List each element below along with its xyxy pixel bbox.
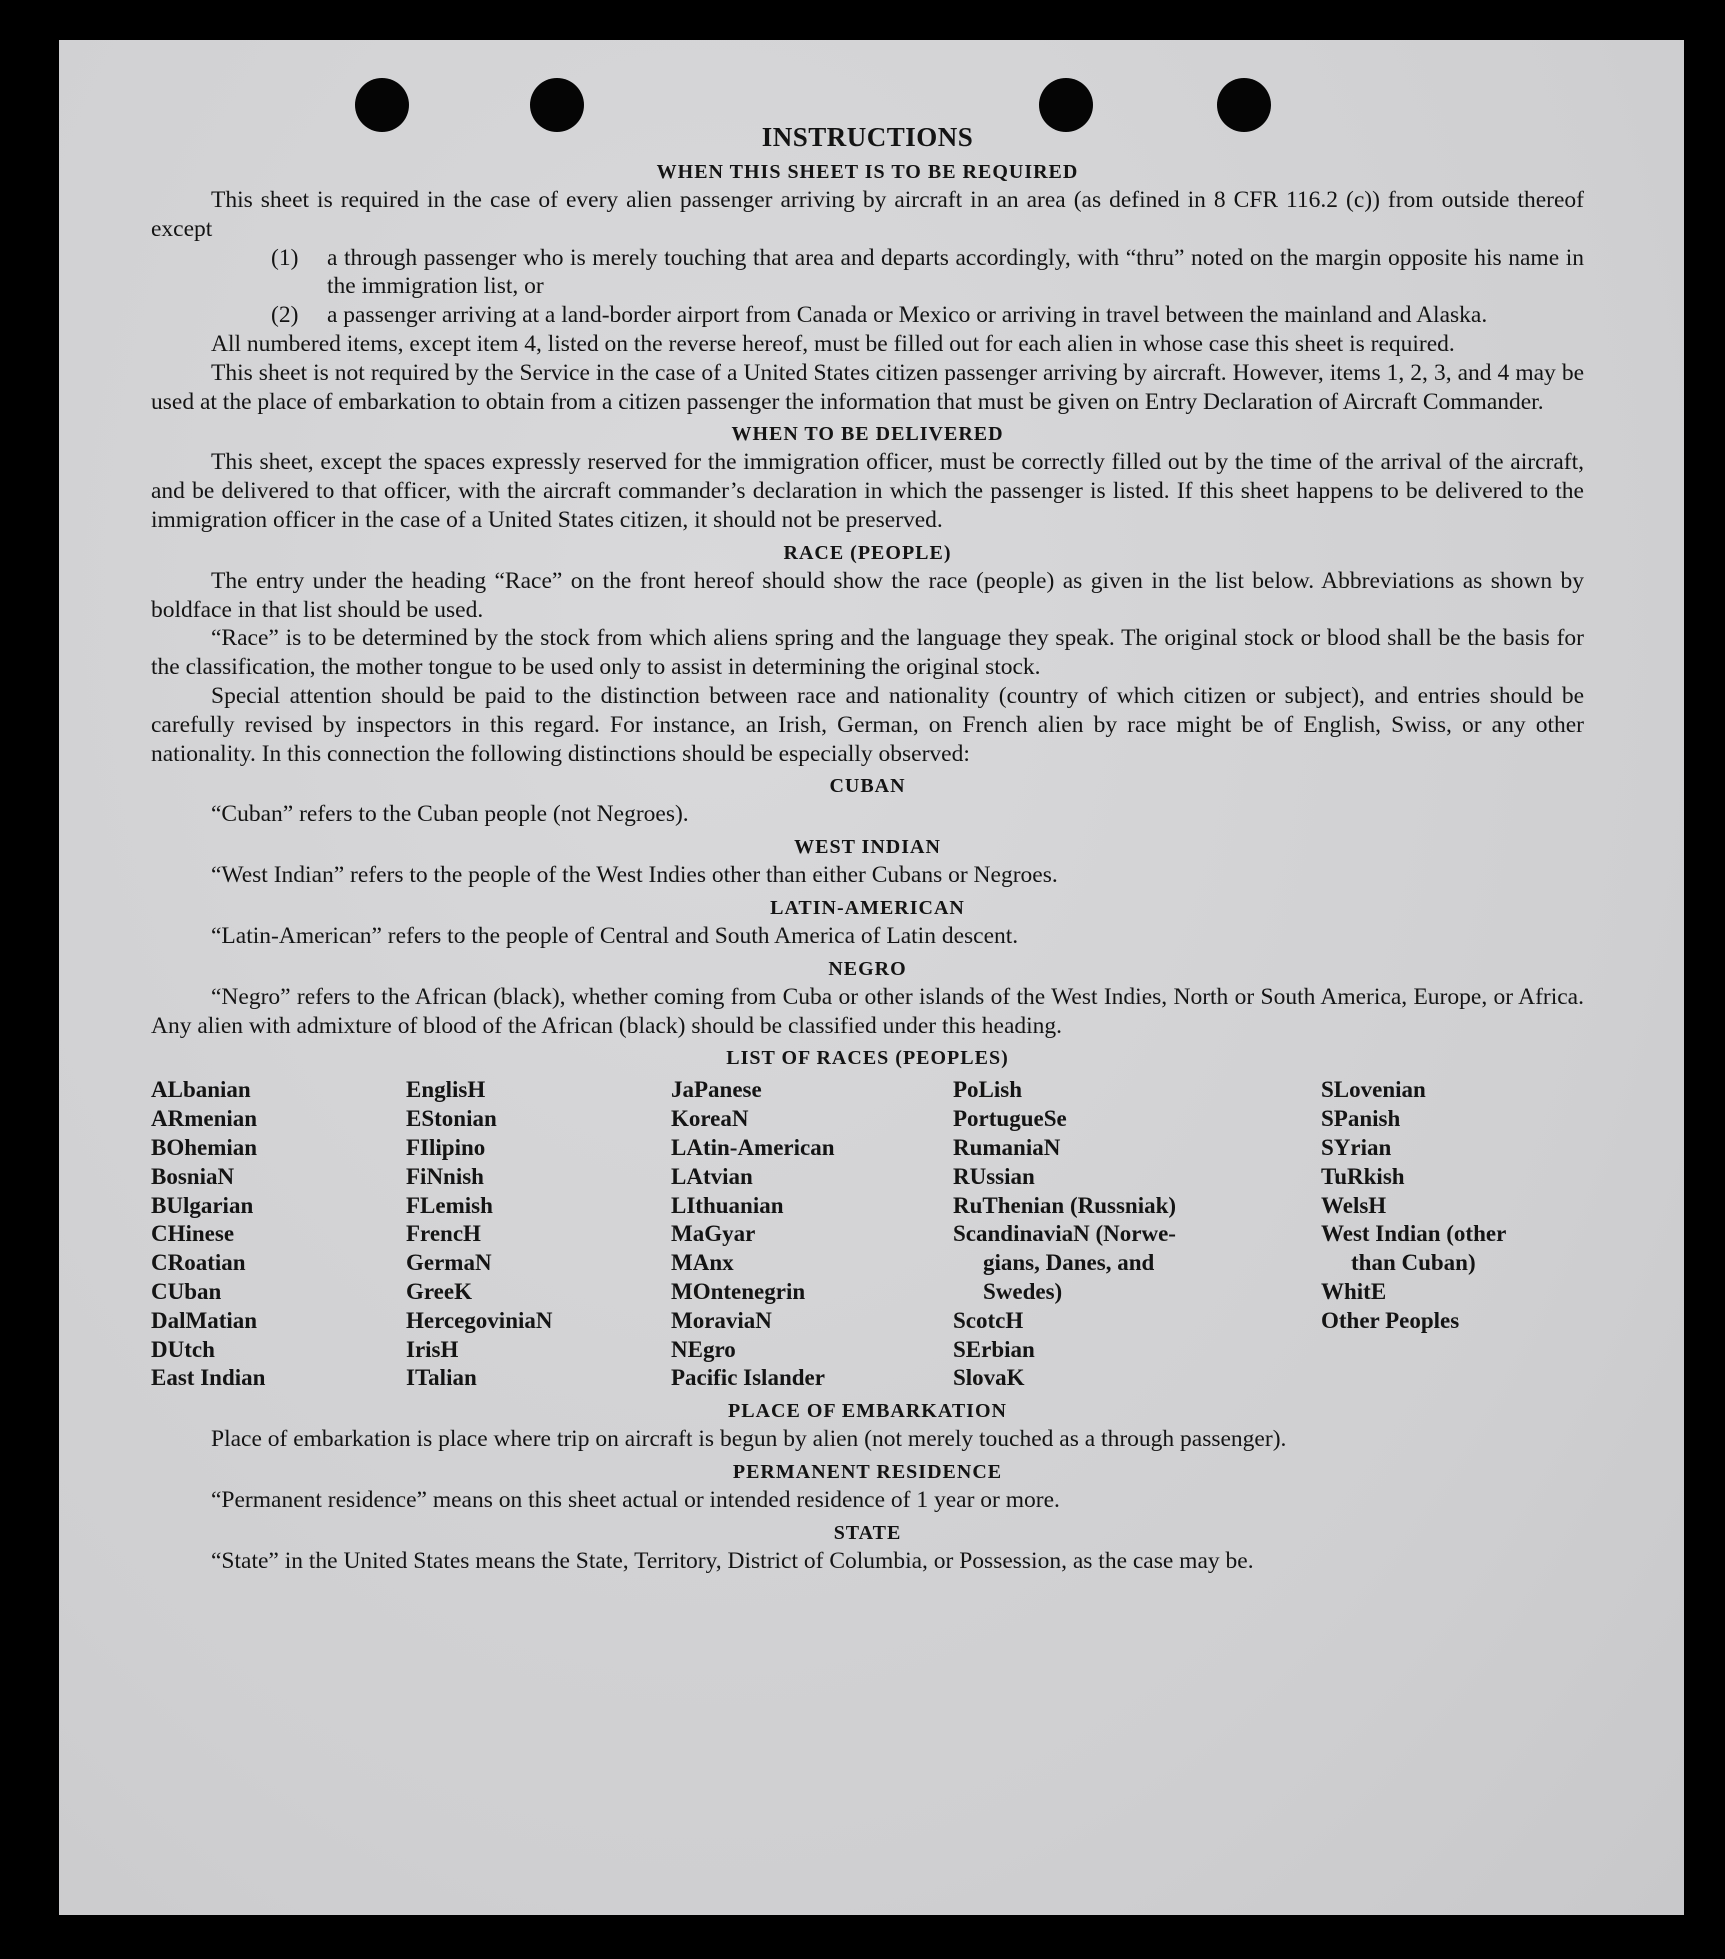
race-item: SErbian xyxy=(953,1336,1035,1362)
race-item: DUtch xyxy=(151,1336,215,1362)
race-item: ITalian xyxy=(406,1365,477,1391)
heading-place-of-embarkation: PLACE OF EMBARKATION xyxy=(728,1400,1007,1423)
race-item: FiNnish xyxy=(406,1163,484,1189)
heading-race: RACE (PEOPLE) xyxy=(783,541,952,564)
race-item: Pacific Islander xyxy=(671,1365,825,1391)
race-item: West Indian (other xyxy=(1321,1221,1507,1247)
paragraph: This sheet is required in the case of every alien passenger arriving by aircraft in an area (as defined in 8 CFR 116.2 (c)) from outside thereof except xyxy=(151,187,1584,242)
item-text: a passenger arriving at a land-border airport from Canada or Mexico or arriving in travel between the mainland and Alaska. xyxy=(327,302,1488,329)
race-item: LAtin-American xyxy=(671,1134,835,1160)
race-item: CHinese xyxy=(151,1221,235,1247)
race-item: SLovenian xyxy=(1321,1077,1426,1103)
paragraph: Special attention should be paid to the distinction between race and nationality (country of which citizen or subject), and entries should be carefully revised by inspectors in this regard. For instance, an Irish, German, on French alien by race might be of English, Swiss, or any other nationality. In this connection the following distinctions should be especially observed: xyxy=(151,682,1584,767)
race-item: PoLish xyxy=(953,1077,1023,1103)
paragraph: “West Indian” refers to the people of the West Indies other than either Cubans or Negroes. xyxy=(211,862,1058,889)
race-item: EnglisH xyxy=(406,1077,486,1103)
heading-when-required: WHEN THIS SHEET IS TO BE REQUIRED xyxy=(656,161,1079,183)
race-item: East Indian xyxy=(151,1365,266,1391)
race-item: RumaniaN xyxy=(953,1134,1061,1160)
race-item: NEgro xyxy=(671,1336,736,1362)
race-item: IrisH xyxy=(406,1336,459,1362)
race-item: ScotcH xyxy=(953,1307,1024,1333)
document-content xyxy=(151,120,1584,1575)
race-item: BUlgarian xyxy=(151,1192,254,1218)
race-column xyxy=(406,1076,671,1393)
race-item: SYrian xyxy=(1321,1134,1392,1160)
race-item: MAnx xyxy=(671,1250,734,1276)
race-item: CUban xyxy=(151,1278,222,1304)
race-item: WelsH xyxy=(1321,1192,1387,1218)
paragraph: “Race” is to be determined by the stock from which aliens spring and the language they speak. The original stock or blood shall be the basis for the classification, the mother tongue to be used only to assist in determining the original stock. xyxy=(151,625,1584,681)
race-item: MaGyar xyxy=(671,1221,756,1247)
paragraph: “Latin-American” refers to the people of Central and South America of Latin descent. xyxy=(211,922,1019,949)
race-item: SPanish xyxy=(1321,1106,1401,1132)
race-item-continued: gians, Danes, and xyxy=(983,1250,1155,1276)
paragraph: “State” in the United States means the State, Territory, District of Columbia, or Possession, as the case may be. xyxy=(211,1547,1254,1574)
paragraph: “Cuban” refers to the Cuban people (not Negroes). xyxy=(211,801,689,828)
list-item xyxy=(151,301,1584,330)
race-item: EStonian xyxy=(406,1106,497,1132)
race-item: MOntenegrin xyxy=(671,1278,806,1304)
heading-latin-american: LATIN-AMERICAN xyxy=(770,896,965,919)
race-item: ARmenian xyxy=(151,1106,258,1132)
paragraph: Place of embarkation is place where trip on aircraft is begun by alien (not merely touched as a through passenger). xyxy=(211,1426,1287,1453)
race-item: PortugueSe xyxy=(953,1106,1067,1132)
item-number: (1) xyxy=(271,244,299,271)
race-item: FIlipino xyxy=(406,1134,486,1160)
race-item: CRoatian xyxy=(151,1250,246,1276)
race-item: RUssian xyxy=(953,1163,1035,1189)
heading-negro: NEGRO xyxy=(828,957,907,980)
race-item: FrencH xyxy=(406,1221,481,1247)
race-column xyxy=(151,1076,406,1393)
heading-west-indian: WEST INDIAN xyxy=(794,836,941,859)
item-text: a through passenger who is merely touching that area and departs accordingly, with “thru” noted on the margin opposite his name in the immigration list, or xyxy=(327,244,1584,300)
race-item: GreeK xyxy=(406,1278,472,1304)
race-item: MoraviaN xyxy=(671,1307,772,1333)
race-column xyxy=(1321,1076,1584,1393)
race-item: GermaN xyxy=(406,1250,492,1276)
heading-list-of-races: LIST OF RACES (PEOPLES) xyxy=(726,1047,1009,1070)
race-item: HercegoviniaN xyxy=(406,1307,553,1333)
race-item-continued: Swedes) xyxy=(983,1278,1063,1304)
heading-when-delivered: WHEN TO BE DELIVERED xyxy=(731,423,1004,446)
race-item: RuThenian (Russniak) xyxy=(953,1192,1177,1218)
race-item: DalMatian xyxy=(151,1307,258,1333)
paragraph: The entry under the heading “Race” on the front hereof should show the race (people) as given in the list below. Abbreviations as shown by boldface in that list should be used. xyxy=(151,567,1584,623)
race-list xyxy=(151,1076,1584,1393)
race-item: BOhemian xyxy=(151,1134,258,1160)
race-item: JaPanese xyxy=(671,1077,762,1103)
race-item-continued: than Cuban) xyxy=(1351,1250,1476,1276)
race-item: LIthuanian xyxy=(671,1192,784,1218)
paragraph: All numbered items, except item 4, listed on the reverse hereof, must be filled out for each alien in whose case this sheet is required. xyxy=(211,330,1455,357)
heading-state: STATE xyxy=(833,1521,902,1544)
race-item: TuRkish xyxy=(1321,1163,1405,1189)
race-item: FLemish xyxy=(406,1192,493,1218)
document-sheet xyxy=(59,40,1684,1915)
page-title: INSTRUCTIONS xyxy=(761,122,974,152)
paragraph: This sheet, except the spaces expressly reserved for the immigration officer, must be correctly filled out by the time of the arrival of the aircraft, and be delivered to that officer, with the aircraft commander’s declaration in which the passenger is listed. If this sheet happens to be delivered to the immigration officer in the case of a United States citizen, it should not be preserved. xyxy=(151,449,1584,533)
race-item: WhitE xyxy=(1321,1278,1387,1304)
heading-permanent-residence: PERMANENT RESIDENCE xyxy=(732,1460,1003,1483)
race-item: Other Peoples xyxy=(1321,1307,1460,1333)
race-item: SlovaK xyxy=(953,1365,1025,1391)
race-column xyxy=(953,1076,1321,1393)
race-column xyxy=(671,1076,953,1393)
race-item: ScandinaviaN (Norwe- xyxy=(953,1221,1176,1247)
race-item: KoreaN xyxy=(671,1106,749,1132)
paragraph: This sheet is not required by the Service in the case of a United States citizen passenger arriving by aircraft. However, items 1, 2, 3, and 4 may be used at the place of embarkation to obtain from a citizen passenger the information that must be given on Entry Declaration of Aircraft Commander. xyxy=(151,359,1584,415)
list-item xyxy=(151,244,1584,302)
heading-cuban: CUBAN xyxy=(829,775,906,798)
paragraph: “Permanent residence” means on this sheet actual or intended residence of 1 year or more. xyxy=(211,1486,1060,1513)
paragraph: “Negro” refers to the African (black), whether coming from Cuba or other islands of the West Indies, North or South America, Europe, or Africa. Any alien with admixture of blood of the African (black) should be classified under this heading. xyxy=(151,983,1584,1039)
race-item: LAtvian xyxy=(671,1163,753,1189)
race-item: BosniaN xyxy=(151,1163,235,1189)
item-number: (2) xyxy=(271,302,299,329)
race-item: ALbanian xyxy=(151,1077,251,1103)
